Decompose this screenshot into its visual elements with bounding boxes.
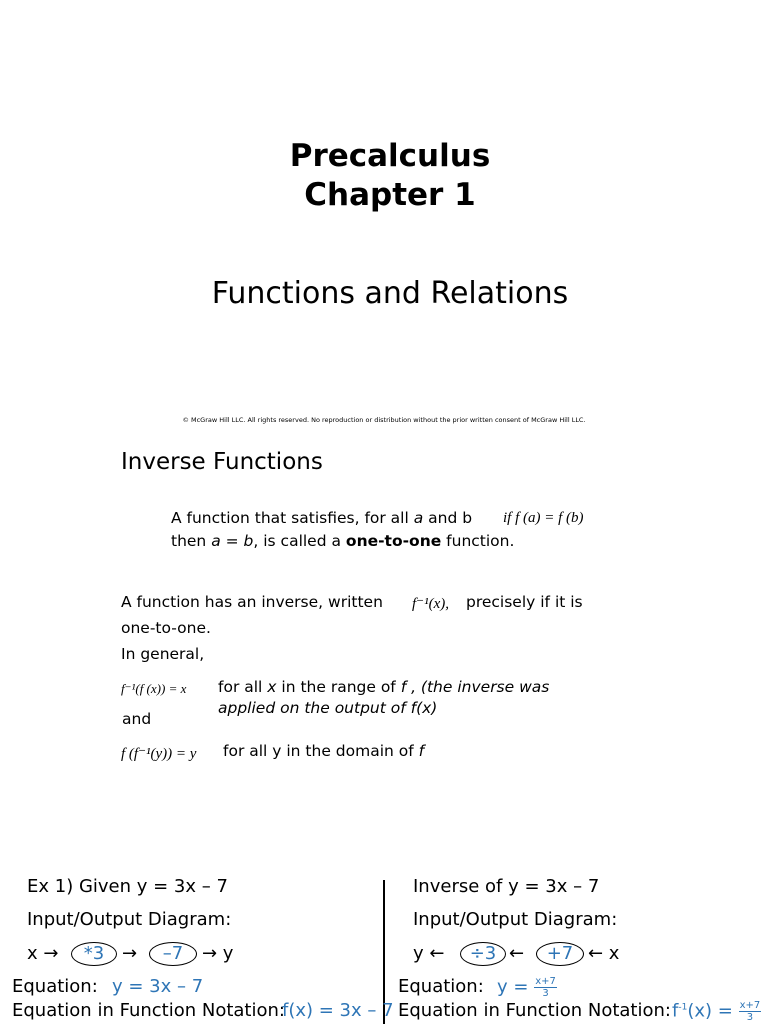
equation-label-left: Equation:	[12, 976, 98, 997]
definition-text: function.	[441, 532, 515, 550]
diagram-arrow-left: →	[122, 943, 138, 964]
operation-oval-plus7: +7	[536, 942, 584, 966]
notation-rest: (x) =	[687, 1000, 733, 1022]
equation-right	[497, 976, 557, 999]
notation-f: f	[672, 1000, 679, 1022]
notation-label-left: Equation in Function Notation:	[12, 1000, 285, 1021]
in-general-text: In general,	[121, 645, 205, 663]
slide-title-line1: Precalculus	[289, 138, 491, 174]
inverse-title: Inverse of y = 3x – 7	[413, 876, 600, 897]
and-text: and	[122, 710, 152, 728]
diagram-label-left: Input/Output Diagram:	[27, 909, 232, 930]
inverse-text-line2: one-to-one.	[121, 619, 211, 637]
diagram-arrow-right: ←	[509, 943, 525, 964]
diagram-end-right: ← x	[588, 943, 620, 964]
identity1-text-part: for all	[218, 678, 268, 696]
example-title: Ex 1) Given y = 3x – 7	[27, 876, 228, 897]
identity1-text-part: in the range of	[276, 678, 401, 696]
operation-oval-minus7: –7	[149, 942, 197, 966]
definition-line1	[171, 509, 472, 527]
inverse-text-part1: A function has an inverse, written	[121, 593, 383, 611]
identity1-note-line2: applied on the output of f(x)	[218, 699, 438, 717]
fraction-numerator: x+7	[535, 976, 556, 987]
notation-right	[672, 1000, 761, 1023]
notation-inverse-sup: -1	[678, 1002, 688, 1013]
diagram-end-left: → y	[202, 943, 234, 964]
equation-left: y = 3x – 7	[112, 976, 204, 997]
diagram-label-right: Input/Output Diagram:	[413, 909, 618, 930]
diagram-start-left: x →	[27, 943, 59, 964]
definition-text: and b	[423, 509, 473, 527]
fraction	[534, 976, 557, 999]
diagram-start-right: y ←	[413, 943, 445, 964]
notation-left: f(x) = 3x – 7	[282, 1000, 394, 1021]
identity1-text	[218, 678, 549, 696]
slide-subtitle: Functions and Relations	[211, 276, 569, 311]
fraction	[739, 1000, 762, 1023]
definition-text: A function that satisfies, for all	[171, 509, 414, 527]
copyright-notice: © McGraw Hill LLC. All rights reserved. No reproduction or distribution without the prior written consent of McGraw Hill LLC.	[182, 416, 586, 424]
section-heading: Inverse Functions	[121, 449, 323, 475]
inverse-text-part2: precisely if it is	[466, 593, 583, 611]
var-a: a	[413, 509, 424, 527]
fraction-denominator: 3	[746, 1012, 754, 1023]
inverse-notation-math: f⁻¹(x),	[412, 596, 449, 612]
equation-label-right: Equation:	[398, 976, 484, 997]
equation-right-prefix: y =	[497, 976, 529, 998]
operation-oval-times3: *3	[71, 942, 117, 966]
identity1-math: f⁻¹(f (x)) = x	[121, 681, 187, 696]
slide-title-line2: Chapter 1	[304, 177, 476, 213]
notation-label-right: Equation in Function Notation:	[398, 1000, 671, 1021]
identity1-note: , (the inverse was	[406, 678, 550, 696]
identity2-math: f (f⁻¹(y)) = y	[121, 746, 197, 762]
var-f: f	[418, 742, 425, 760]
one-to-one-term: one-to-one	[345, 532, 442, 550]
var-ab: a = b	[211, 532, 254, 550]
fraction-denominator: 3	[542, 988, 549, 999]
definition-text: then	[171, 532, 212, 550]
definition-line2	[171, 532, 514, 550]
definition-text: , is called a	[253, 532, 346, 550]
definition-math: if f (a) = f (b)	[503, 510, 584, 526]
var-x: x	[267, 678, 277, 696]
var-f: f	[400, 678, 407, 696]
identity2-text	[223, 742, 424, 760]
fraction-numerator: x+7	[739, 1000, 761, 1011]
operation-oval-div3: ÷3	[460, 942, 506, 966]
identity2-text-part: for all y in the domain of	[223, 742, 419, 760]
